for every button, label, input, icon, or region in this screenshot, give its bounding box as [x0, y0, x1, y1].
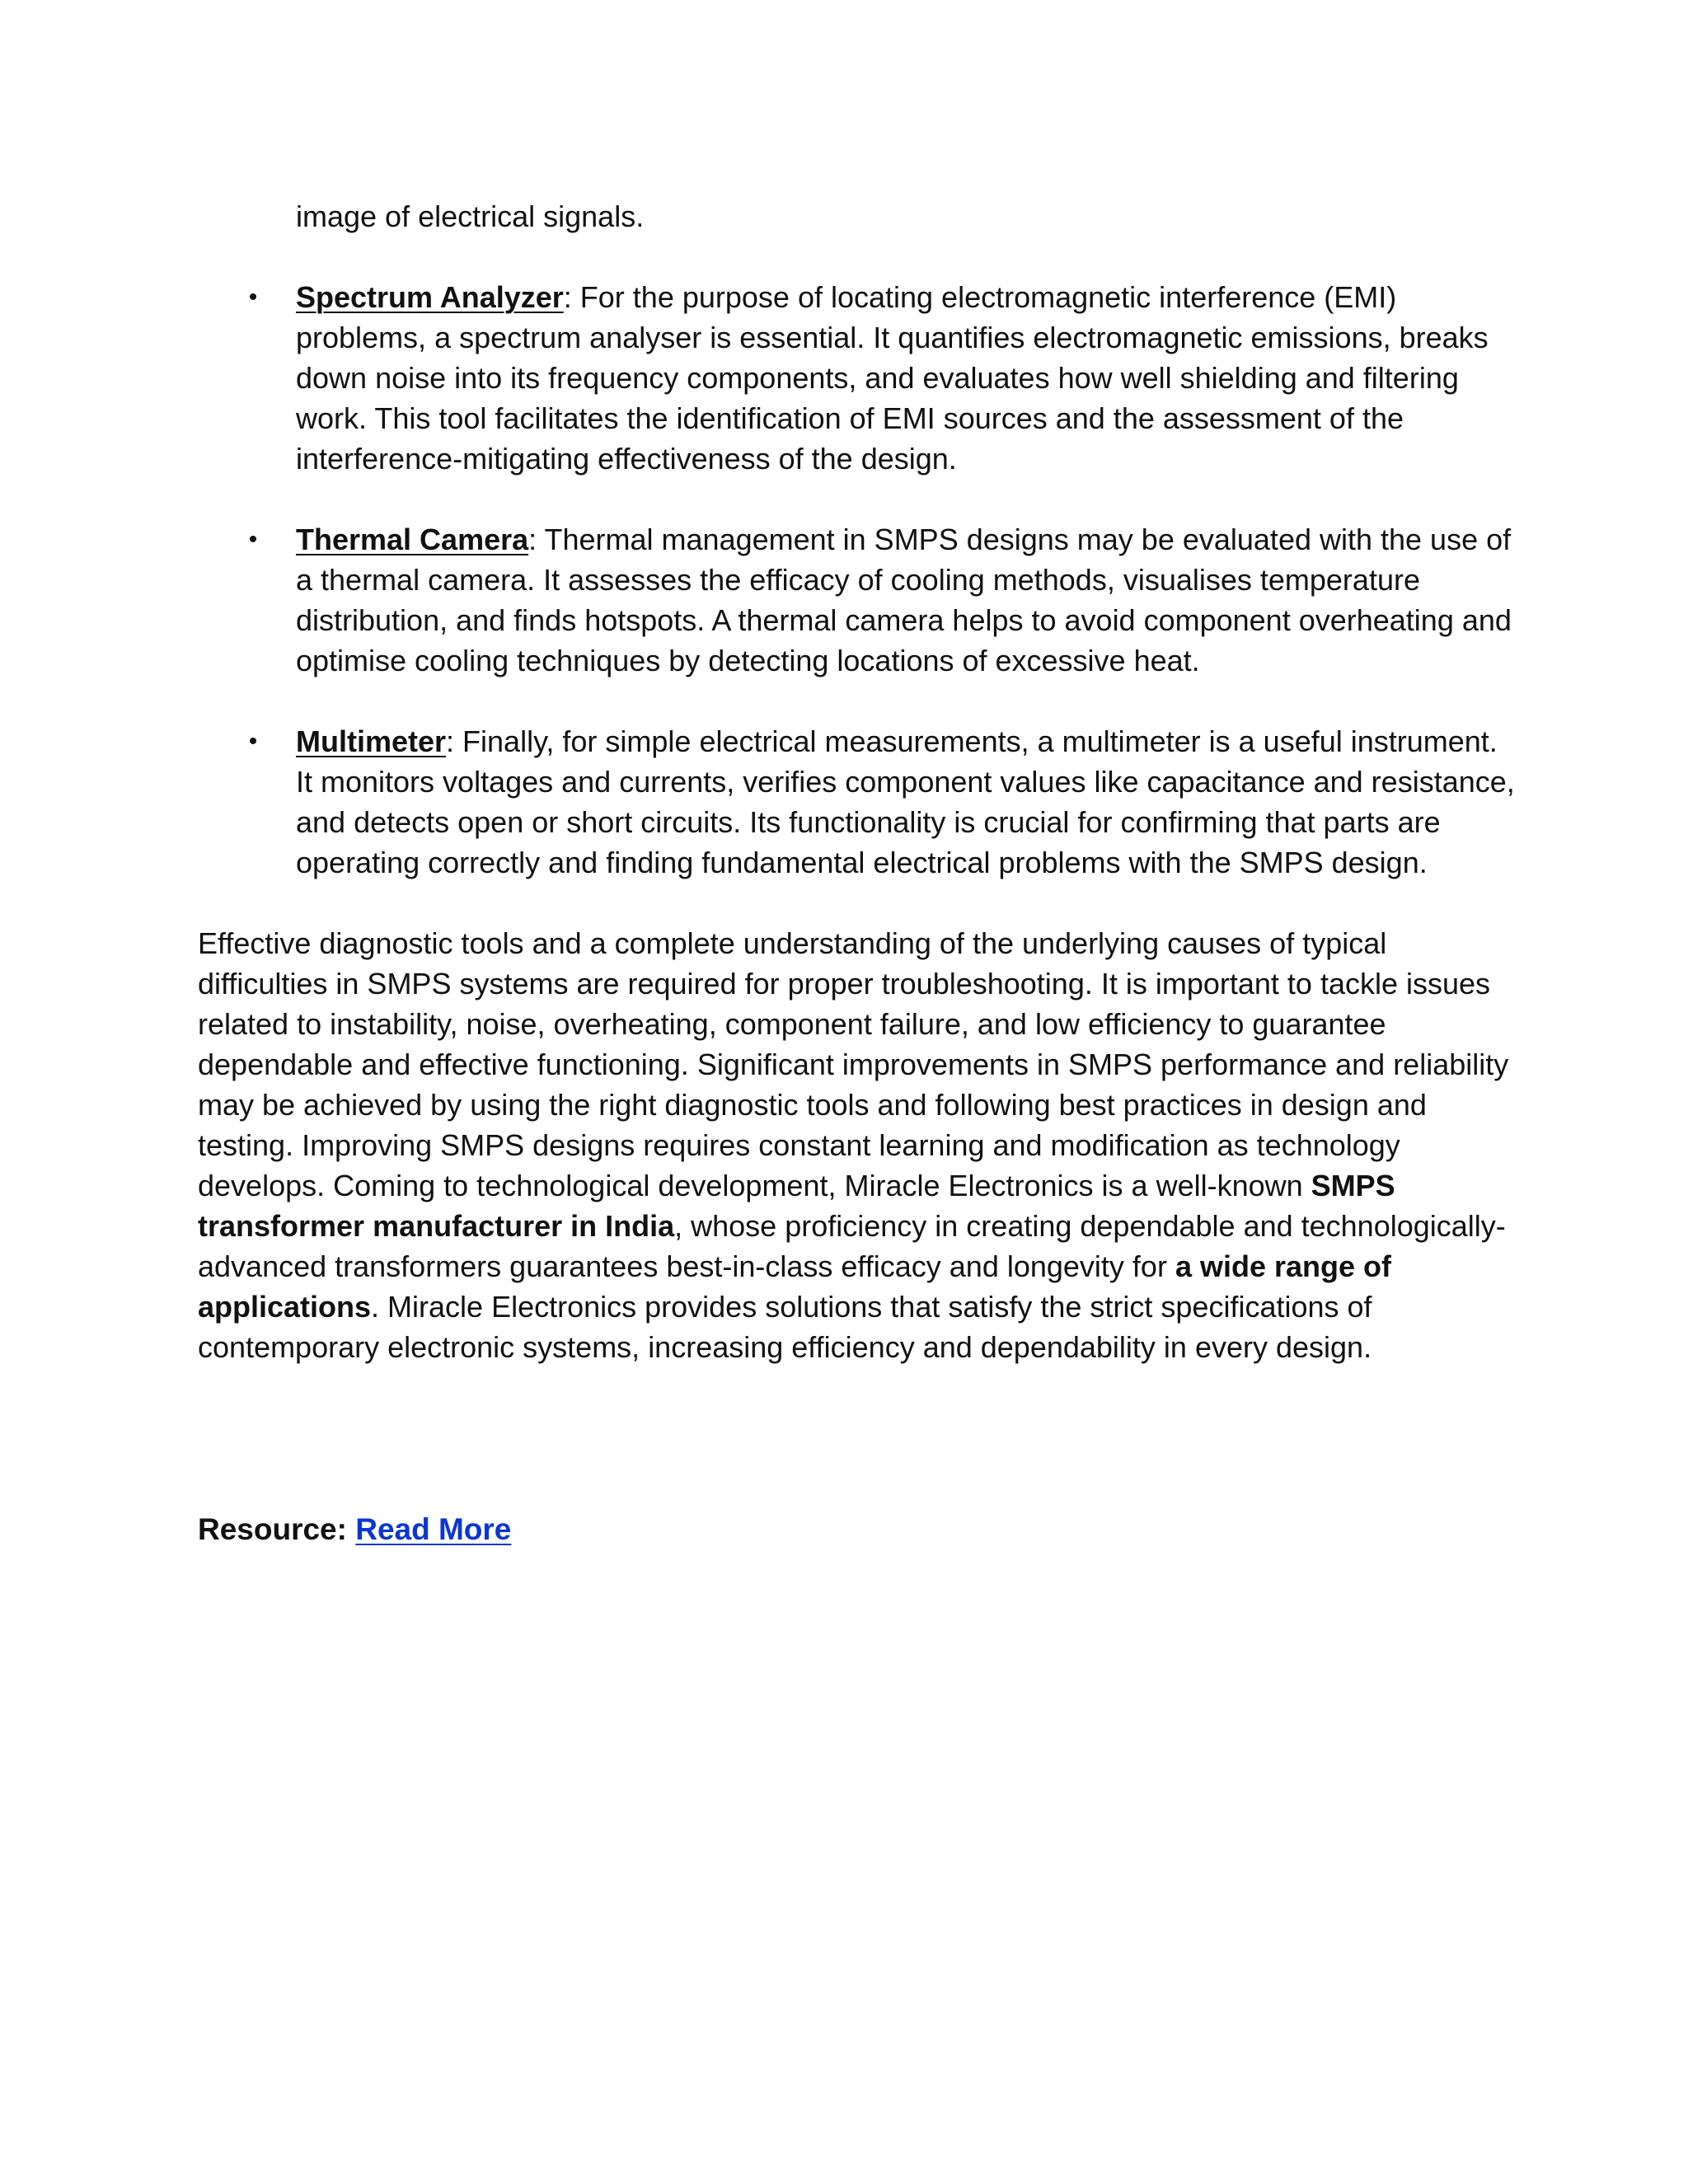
bullet-icon: • [248, 728, 258, 755]
bullet-item-spectrum-analyzer [198, 277, 1517, 479]
summary-text: . Miracle Electronics provides solutions that satisfy the strict specifications of contemporary electronic systems, increasing efficiency and dependability in every design. [198, 1290, 1372, 1364]
bullet-term: Spectrum Analyzer [296, 280, 564, 314]
summary-text: , whose proficiency in creating dependable and technologically-advanced transformers guarantees best-in-class efficacy and longevity for [198, 1209, 1506, 1283]
bullet-text: Thermal management in SMPS designs may be evaluated with the use of a thermal camera. It assesses the efficacy of cooling methods, visualises temperature distribution, and finds hotspots. A thermal camera helps to avoid component overheating and optimise cooling techniques by detecting locations of excessive heat. [296, 523, 1512, 677]
bullet-term: Multimeter [296, 724, 447, 758]
bullet-separator: : [446, 724, 463, 758]
read-more-link[interactable]: Read More [355, 1512, 512, 1546]
bullet-text: Finally, for simple electrical measurements, a multimeter is a useful instrument. It monitors voltages and currents, verifies component values like capacitance and resistance, and detects open or short circuits. Its functionality is crucial for confirming that parts are operating correctly and finding fundamental electrical problems with the SMPS design. [296, 724, 1515, 879]
resource-line [198, 1511, 511, 1548]
bullet-list [198, 277, 1517, 883]
summary-paragraph [198, 923, 1517, 1367]
bullet-text: For the purpose of locating electromagnetic interference (EMI) problems, a spectrum analyser is essential. It quantifies electromagnetic emissions, breaks down noise into its frequency components, and evaluates how well shielding and filtering work. This tool facilitates the identification of EMI sources and the assessment of the interference-mitigating effectiveness of the design. [296, 280, 1489, 476]
resource-label: Resource: [198, 1512, 356, 1546]
summary-bold-applications: a wide range of applications [198, 1249, 1392, 1324]
summary-bold-manufacturer: SMPS transformer manufacturer in India [198, 1169, 1395, 1243]
continuation-line: image of electrical signals. [296, 199, 645, 233]
bullet-icon: • [248, 526, 258, 553]
bullet-separator: : [563, 280, 580, 314]
bullet-item-multimeter [198, 721, 1517, 883]
summary-text: Effective diagnostic tools and a complete understanding of the underlying causes of typical difficulties in SMPS systems are required for proper troubleshooting. It is important to tackle issues related to instability, noise, overheating, component failure, and low efficiency to guarantee dependable and effective functioning. Significant improvements in SMPS performance and reliability may be achieved by using the right diagnostic tools and following best practices in design and testing. Improving SMPS designs requires constant learning and modification as technology develops. Coming to technological development, Miracle Electronics is a well-known [198, 926, 1509, 1202]
bullet-separator: : [528, 523, 545, 556]
bullet-item-thermal-camera [198, 519, 1517, 681]
bullet-term: Thermal Camera [296, 523, 529, 556]
bullet-icon: • [248, 284, 258, 311]
document-body [198, 196, 1517, 1367]
